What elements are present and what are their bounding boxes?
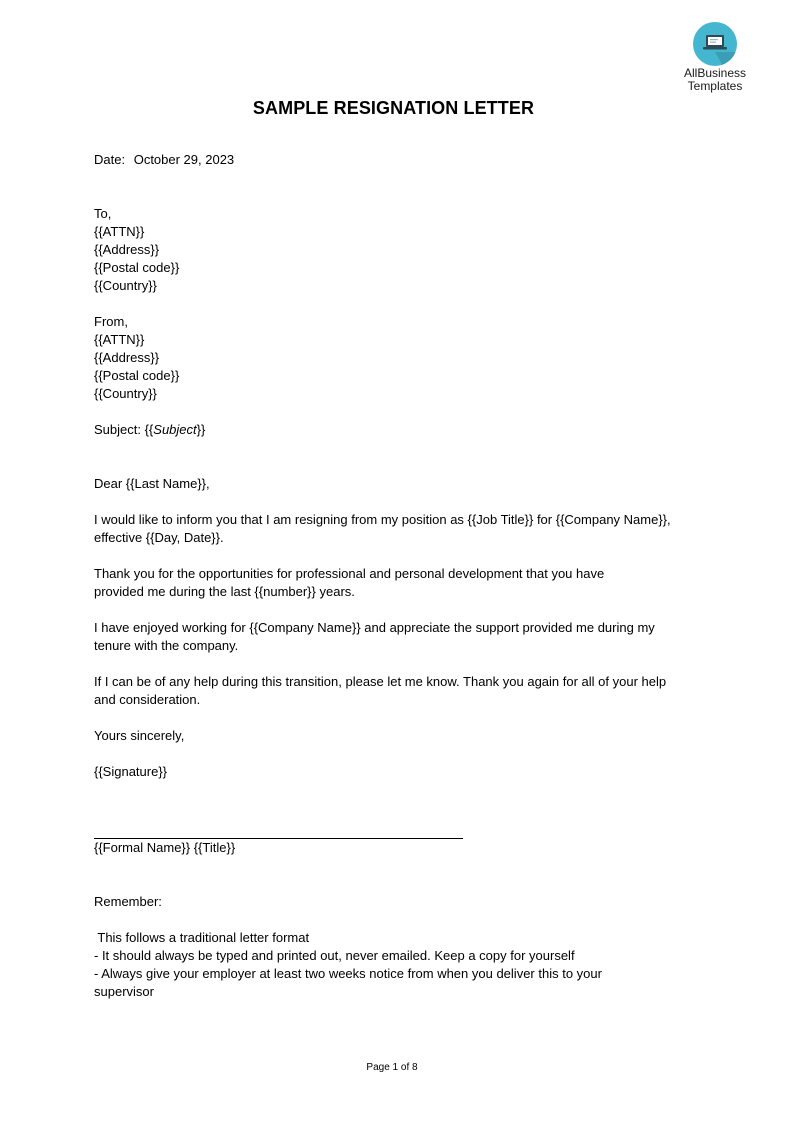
brand-name: AllBusiness Templates (683, 66, 747, 93)
list-item: supervisor (94, 984, 154, 999)
list-item: - It should always be typed and printed out, never emailed. Keep a copy for yourself (94, 948, 575, 963)
list-item: - Always give your employer at least two weeks notice from when you deliver this to your (94, 966, 602, 981)
signature-placeholder: {{Signature}} (94, 764, 168, 779)
list-item: This follows a traditional letter format (94, 930, 310, 945)
brand-logo (683, 22, 747, 93)
paragraph-1: I would like to inform you that I am resigning from my position as {{Job Title}} for {{Company Name}}, effective {{Day, Date}}. (94, 512, 671, 545)
recipient-block: To, {{ATTN}} {{Address}} {{Postal code}} {{Country}} (94, 206, 180, 293)
formal-name: {{Formal Name}} {{Title}} (94, 840, 236, 855)
closing: Yours sincerely, (94, 728, 185, 743)
paragraph-2: Thank you for the opportunities for professional and personal development that you have provided me during the last {{number}} years. (94, 566, 605, 599)
salutation: Dear {{Last Name}}, (94, 476, 210, 491)
remember-label: Remember: (94, 894, 162, 909)
subject-line: Subject: {{Subject}} (94, 422, 206, 437)
letter-body (94, 151, 704, 1001)
date-line: Date: October 29, 2023 (94, 152, 235, 167)
letter-title: SAMPLE RESIGNATION LETTER (252, 98, 535, 118)
paragraph-3: I have enjoyed working for {{Company Name}} and appreciate the support provided me during my tenure with the company. (94, 620, 655, 653)
paragraph-4: If I can be of any help during this transition, please let me know. Thank you again for all of your help and consideration. (94, 674, 667, 707)
page-number: Page 1 of 8 (366, 1062, 418, 1073)
remember-list (94, 929, 704, 1001)
signature-line (94, 818, 463, 839)
sender-block: From, {{ATTN}} {{Address}} {{Postal code}} {{Country}} (94, 314, 180, 401)
laptop-icon (693, 22, 737, 66)
